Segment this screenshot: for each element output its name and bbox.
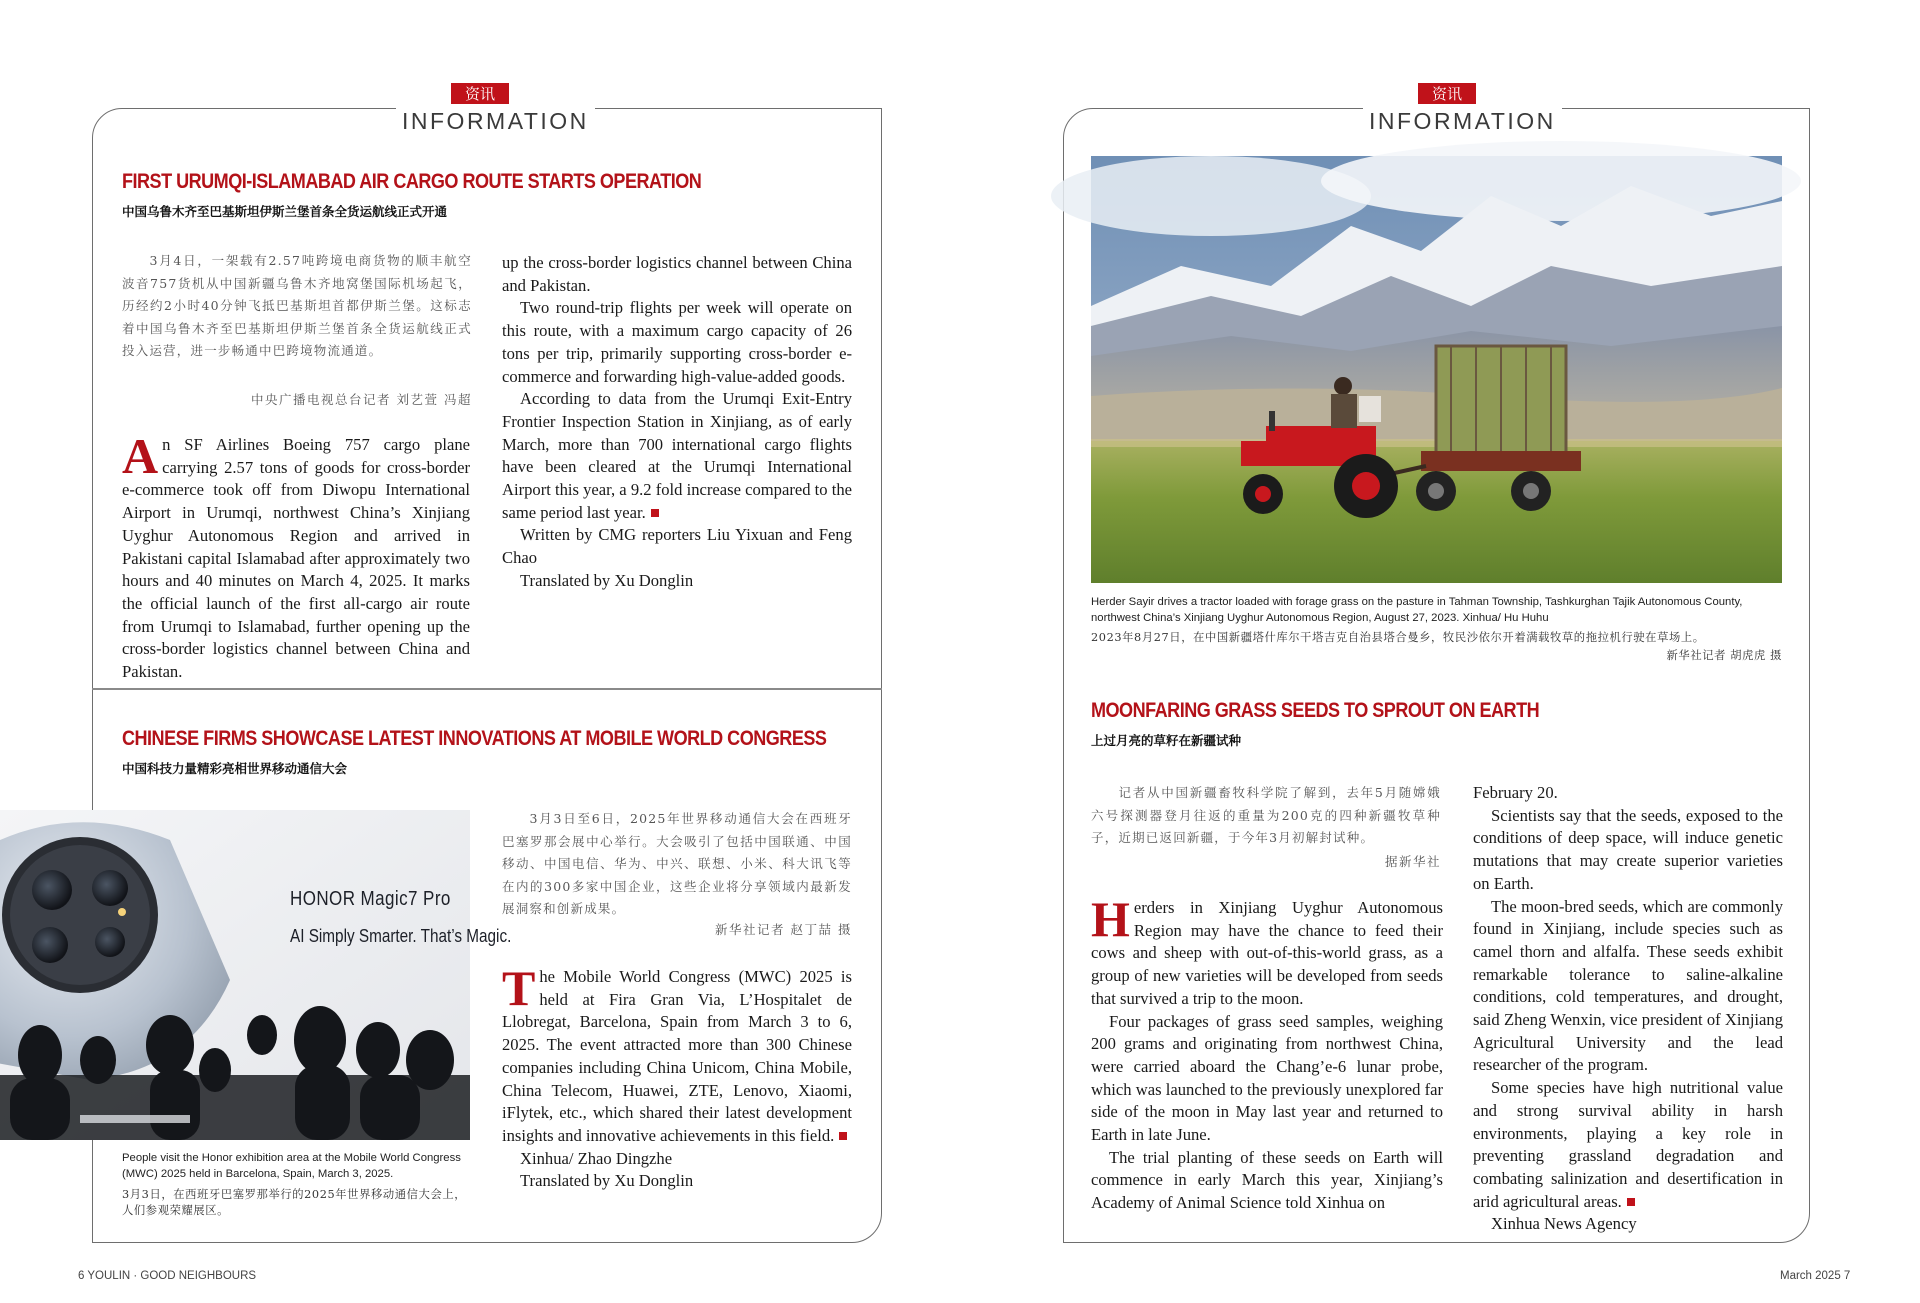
end-mark <box>651 509 659 517</box>
photo-credit-zh: 新华社记者 胡虎虎 摄 <box>1666 649 1782 662</box>
article3-headline: MOONFARING GRASS SEEDS TO SPROUT ON EARTH <box>1091 699 1540 722</box>
article-divider <box>92 688 882 690</box>
end-mark <box>1627 1198 1635 1206</box>
article1-headline: FIRST URUMQI-ISLAMABAD AIR CARGO ROUTE STARTS OPERATION <box>122 170 702 193</box>
article1-translator: Translated by Xu Donglin <box>520 570 694 590</box>
article3-paragraph: The trial planting of these seeds on Earth will commence in early March this year, Xinjiang’s Academy of Animal Science told Xinhua on <box>1091 1147 1443 1213</box>
article1-paragraph: Two round-trip flights per week will operate on this route, with a maximum cargo capacity of 26 tons per trip, primarily supporting cross-border e-commerce and forwarding high-value-added goods. <box>502 298 852 386</box>
article2-credit-zh: 新华社记者 赵丁喆 摄 <box>715 922 852 937</box>
article2-translator: Translated by Xu Donglin <box>520 1171 694 1191</box>
page-right <box>960 0 1920 1303</box>
article1-paragraph-last: According to data from the Urumqi Exit-Entry Frontier Inspection Station in Xinjiang, as of early March, more than 700 international cargo flights have been cleared at the Urumqi International Airport this year, a 9.2 fold increase compared to the same period last year. <box>502 389 852 522</box>
article3-agency: Xinhua News Agency <box>1491 1214 1637 1234</box>
article3-col2-continuation: February 20. <box>1473 783 1558 802</box>
left-folio: 6 YOULIN · GOOD NEIGHBOURS <box>78 1270 257 1282</box>
section-title: INFORMATION <box>396 104 595 138</box>
article3-summary-zh: 记者从中国新疆畜牧科学院了解到，去年5月随嫦娥六号探测器登月往返的重量为200克的四种新疆牧草种子，近期已返回新疆，于今年3月初解封试种。 <box>1091 785 1441 845</box>
end-mark <box>839 1132 847 1140</box>
photo-caption-zh: 2023年8月27日，在中国新疆塔什库尔干塔吉克自治县塔合曼乡，牧民沙依尔开着满载牧草的拖拉机行驶在草场上。 <box>1091 631 1705 644</box>
article2-byline: Xinhua/ Zhao Dingzhe <box>520 1148 673 1168</box>
article3-paragraph: The moon-bred seeds, which are commonly found in Xinjiang, include species such as camel thorn and alfalfa. These seeds exhibit remarkable tolerance to saline-alkaline conditions, cold temperatures, and drought, said Zheng Wenxin, vice president of Xinjiang Agricultural University and the lead researcher of the program. <box>1473 896 1783 1075</box>
article3-paragraph: Scientists say that the seeds, exposed to the conditions of deep space, will induce genetic mutations that may create superior varieties on Earth. <box>1473 805 1783 893</box>
section-title: INFORMATION <box>1363 104 1562 138</box>
mwc-photo <box>0 810 470 1140</box>
tractor-photo <box>1091 156 1782 583</box>
section-tag: 资讯 <box>451 83 509 105</box>
article2-dropcap: T <box>502 960 536 1016</box>
article3-dropcap: H <box>1091 891 1130 947</box>
mwc-ad-tagline: AI Simply Smarter. That’s Magic. <box>290 926 512 946</box>
article1-body-first: n SF Airlines Boeing 757 cargo plane carrying 2.57 tons of goods for cross-border e-commerce took off from Diwopu International Airport in Urumqi, northwest China’s Xinjiang Uyghur Autonomous Region and arrived in Pakistani capital Islamabad after approximately two hours and 40 minutes on March 4, 2025. It marks the official launch of the first all-cargo air route from Urumqi to Islamabad, further opening up the cross-border logistics channel between China and Pakistan. <box>122 435 470 682</box>
article1-body-col2 <box>502 252 852 593</box>
article1-col2-continuation: up the cross-border logistics channel between China and Pakistan. <box>502 253 852 295</box>
article2-subhead-zh: 中国科技力量精彩亮相世界移动通信大会 <box>122 761 348 776</box>
article1-dropcap: A <box>122 428 159 484</box>
right-folio: March 2025 7 <box>1780 1270 1851 1282</box>
article2-summary-zh: 3月3日至6日，2025年世界移动通信大会在西班牙巴塞罗那会展中心举行。大会吸引了包括中国联通、中国移动、中国电信、华为、中兴、联想、小米、科大讯飞等在内的300多家中国企业，这些企业将分享领域内最新发展洞察和创新成果。 <box>502 811 852 916</box>
article3-body-col1 <box>1091 891 1443 1219</box>
article3-paragraph-last: Some species have high nutritional value and strong survival ability in harsh environments, playing a key role in preventing grassland degradation and combating salinization and desertification in arid agricultural areas. <box>1473 1078 1783 1211</box>
mwc-ad-brand: HONOR Magic7 Pro <box>290 888 451 910</box>
article2-caption-en: People visit the Honor exhibition area at the Mobile World Congress (MWC) 2025 held in Barcelona, Spain, March 3, 2025. <box>122 1152 461 1180</box>
article1-byline: Written by CMG reporters Liu Yixuan and Feng Chao <box>502 525 852 568</box>
article1-body-col1 <box>122 428 470 682</box>
article3-body-first: erders in Xinjiang Uyghur Autonomous Region may have the chance to feed their cows and sheep with out-of-this-world grass, as a group of new varieties will be developed from seeds that survived a trip to the moon. <box>1091 898 1443 1008</box>
article3-paragraph: Four packages of grass seed samples, weighing 200 grams and originating from northwest China, were carried aboard the Chang’e-6 lunar probe, which was launched to the previously unexplored far side of the moon in May last year and returned to Earth in late June. <box>1091 1011 1443 1145</box>
article3-body-col2 <box>1473 782 1783 1236</box>
article2-caption-zh: 3月3日，在西班牙巴塞罗那举行的2025年世界移动通信大会上，人们参观荣耀展区。 <box>122 1188 467 1217</box>
article1-summary-zh: 3月4日，一架载有2.57吨跨境电商货物的顺丰航空波音757货机从中国新疆乌鲁木齐地窝堡国际机场起飞，历经约2小时40分钟飞抵巴基斯坦首都伊斯兰堡。这标志着中国乌鲁木齐至巴基斯坦伊斯兰堡首条全货运航线正式投入运营，进一步畅通中巴跨境物流通道。 <box>122 253 472 358</box>
article2-body-first: he Mobile World Congress (MWC) 2025 is held at Fira Gran Via, L’Hospitalet de Llobregat, Barcelona, Spain from March 3 to 6, 2025. The event attracted more than 300 Chinese companies including China Unicom, China Mobile, China Telecom, Huawei, ZTE, Lenovo, Xiaomi, iFlytek, etc., which shared their latest development insights and innovative achievements in this field. <box>502 967 852 1145</box>
article2-body <box>502 960 852 1193</box>
photo-caption-en: Herder Sayir drives a tractor loaded with forage grass on the pasture in Tahman Township, Tashkurghan Tajik Autonomous County, northwest China’s Xinjiang Uyghur Autonomous Region, August 27, 2023. Xinhua/ Hu Huhu <box>1091 596 1743 624</box>
article2-headline: CHINESE FIRMS SHOWCASE LATEST INNOVATIONS AT MOBILE WORLD CONGRESS <box>122 727 827 750</box>
article3-credit-zh: 据新华社 <box>1384 854 1441 869</box>
section-tag: 资讯 <box>1418 83 1476 105</box>
article1-credit-zh: 中央广播电视总台记者 刘艺萱 冯超 <box>251 392 472 407</box>
article3-subhead-zh: 上过月亮的草籽在新疆试种 <box>1091 733 1242 748</box>
article1-subhead-zh: 中国乌鲁木齐至巴基斯坦伊斯兰堡首条全货运航线正式开通 <box>122 204 448 219</box>
